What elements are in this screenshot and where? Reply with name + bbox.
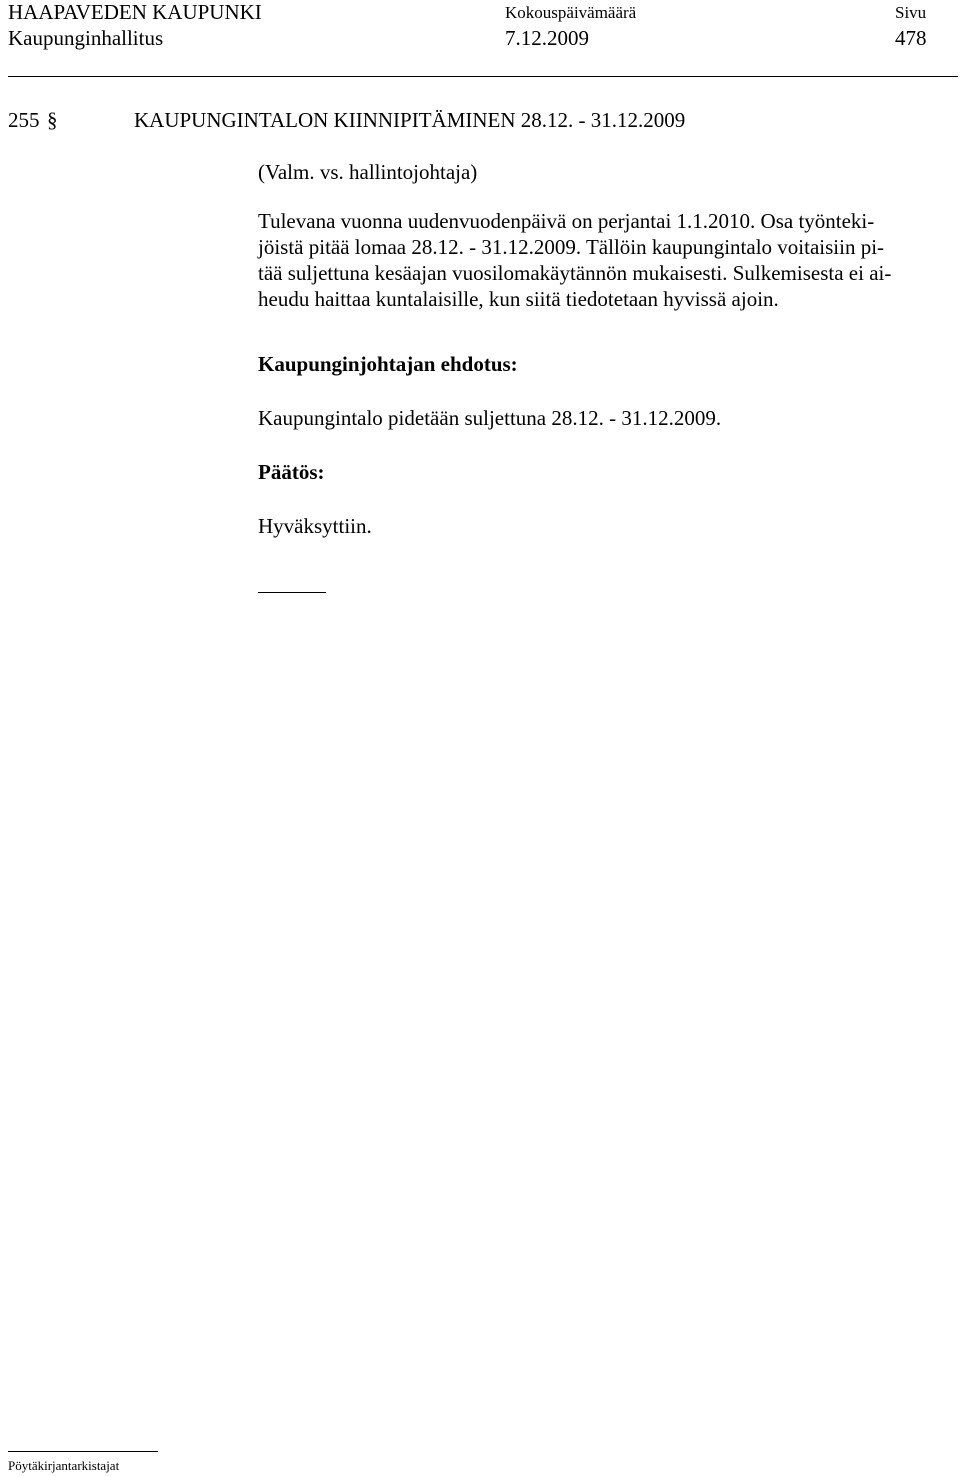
paragraph-line: Tulevana vuonna uudenvuodenpäivä on perjantai 1.1.2010. Osa työnteki- xyxy=(258,209,875,233)
meeting-date-label: Kokouspäivämäärä xyxy=(505,3,637,22)
body-name: Kaupunginhallitus xyxy=(8,26,164,50)
proposal-text: Kaupungintalo pidetään suljettuna 28.12. - 31.12.2009. xyxy=(258,406,722,430)
section-sign: § xyxy=(47,108,58,132)
paragraph-line: tää suljettuna kesäajan vuosilomakäytännön mukaisesti. Sulkemisesta ei ai- xyxy=(258,261,892,285)
item-description xyxy=(258,208,958,312)
decision-heading: Päätös: xyxy=(258,460,325,484)
footer-divider xyxy=(8,1451,158,1452)
footer-label: Pöytäkirjantarkistajat xyxy=(8,1458,120,1473)
page-number: 478 xyxy=(895,26,927,50)
item-end-divider xyxy=(258,592,326,593)
proposal-heading: Kaupunginjohtajan ehdotus: xyxy=(258,352,518,376)
preparer-note: (Valm. vs. hallintojohtaja) xyxy=(258,160,478,184)
paragraph-line: jöistä pitää lomaa 28.12. - 31.12.2009. Tällöin kaupungintalo voitaisiin pi- xyxy=(258,235,885,259)
page-label: Sivu xyxy=(895,3,927,22)
decision-text: Hyväksyttiin. xyxy=(258,514,372,538)
item-title: KAUPUNGINTALON KIINNIPITÄMINEN 28.12. - 31.12.2009 xyxy=(134,108,686,132)
header-divider xyxy=(8,76,958,77)
organization-name: HAAPAVEDEN KAUPUNKI xyxy=(8,0,262,24)
paragraph-line: heudu haittaa kuntalaisille, kun siitä tiedotetaan hyvissä ajoin. xyxy=(258,287,779,311)
meeting-date: 7.12.2009 xyxy=(505,26,589,50)
item-number: 255 xyxy=(8,108,40,132)
